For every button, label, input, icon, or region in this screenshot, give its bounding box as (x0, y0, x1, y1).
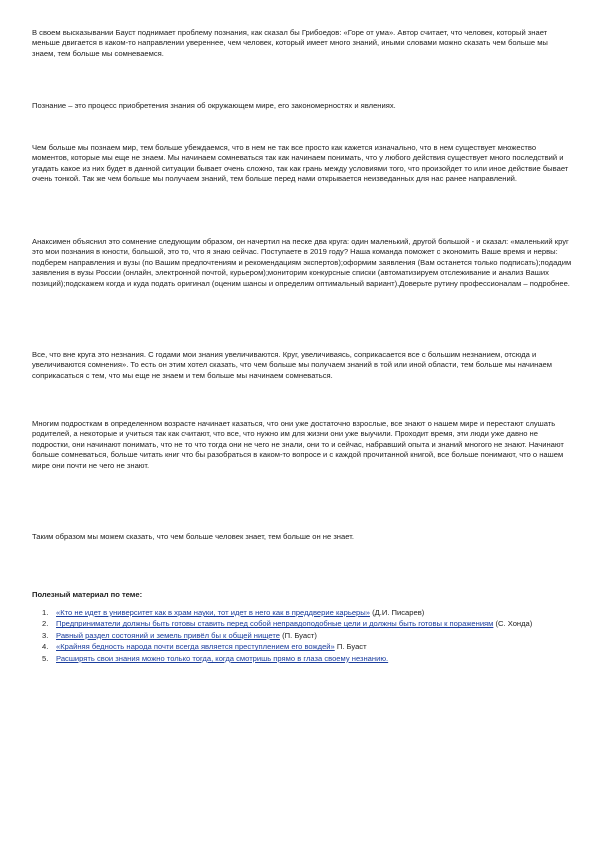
list-item (32, 654, 572, 664)
list-number: 3. (42, 630, 49, 640)
paragraph-circle: Все, что вне круга это незнания. С годами мои знания увеличиваются. Круг, увеличиваясь, соприкасается все с большим незнанием, отсюда и увеличиваются сомнения». То есть он этим хотел сказать, что чем больше мы получаем знаний в той или иной области, тем больше мы начинаем соприкасаться с тем, что мы еще не знаем и тем больше мы начинаем сомневаться. (32, 350, 552, 380)
list-item (32, 631, 572, 641)
useful-material-heading: Полезный материал по теме: (32, 590, 143, 599)
link-knowledge-quote[interactable]: Расширять свои знания можно только тогда, когда смотришь прямо в глаза своему незнанию. (56, 653, 389, 663)
list-item (32, 608, 572, 618)
list-item (32, 619, 572, 629)
link-author: (П. Буаст) (280, 630, 317, 640)
link-author: (Д.И. Писарев) (369, 608, 425, 617)
paragraph-anaximenes: Анаксимен объяснил это сомнение следующим образом, он начертил на песке два круга: один маленький, другой большой - и сказал: «маленький круг это мои познания в юности, большой, это то, что я знаю сейчас. Поступаете в 2019 году? Наша команда поможет с экономить Ваше время и нервы: подберем направления и вузы (по Вашим предпочтениям и рекомендациям экспертов);оформим заявления (Вам останется только подписать);подадим заявления в вузы России (онлайн, электронной почтой, курьером);мониторим конкурсные списки (автоматизируем отслеживание и анализ Ваших позиций);подскажем когда и куда подать оригинал (оценим шансы и определим оптимальный вариант).Доверьте рутину профессионалам – подробнее. (32, 237, 572, 288)
link-pisarev-quote[interactable]: «Кто не идет в университет как в храм науки, тот идет в него как в преддверие карьеры» (56, 608, 370, 617)
paragraph-doubt: Чем больше мы познаем мир, тем больше убеждаемся, что в нем не так все просто как кажется изначально, что в нем существует множество моментов, которые мы еще не знаем. Мы начинаем сомневаться так как начинаем понимать, что у любого действия существует много последствий и угадать какое из них будет в данной ситуации бывает очень сложно, так как грань между условиями того, что произойдет то или иное действие бывает очень тонкой. Так же чем больше мы получаем знаний, тем больше перед нами открывается неизведанных для нас ранее направлений. (32, 143, 569, 184)
paragraph-conclusion: Таким образом мы можем сказать, что чем больше человек знает, тем больше он не знает. (32, 532, 354, 541)
link-author: (С. Хонда) (493, 619, 533, 629)
list-number: 2. (42, 619, 49, 629)
list-number: 4. (42, 642, 49, 652)
list-item (32, 642, 572, 652)
paragraph-definition: Познание – это процесс приобретения знания об окружающем мире, его закономерностях и явлениях. (32, 101, 396, 110)
useful-links-list (32, 608, 572, 665)
list-number: 5. (42, 653, 49, 663)
paragraph-intro: В своем высказывании Бауст поднимает проблему познания, как сказал бы Грибоедов: «Горе от ума». Автор считает, что человек, который знает меньше двигается в каком-то направлении увереннее, чем человек, который имеет много знаний, иными словами можно сказать чем больше мы знаем, тем больше мы сомневаемся. (32, 28, 548, 58)
paragraph-teenagers: Многим подросткам в определенном возрасте начинает казаться, что они уже достаточно взрослые, все знают о нашем мире и перестают слушать родителей, а некоторые и учиться так как считают, что все, что нужно им для жизни они уже выучили. Проходит время, эти люди уже давно не подростки, они начинают понимать, что не то что тогда они не чего не знали, они то и сейчас, набравший опыта и знаний многого не знают. Начинают больше сомневаться, больше читать книг что бы разобраться в каком-то вопросе и с каждой прочитанной книгой, все больше понимают, что о нашем мире они почти не чего не знают. (32, 419, 564, 470)
link-honda-quote[interactable]: Предприниматели должны быть готовы ставить перед собой неправдоподобные цели и должны быть готовы к поражениям (56, 619, 494, 629)
link-author: П. Буаст (334, 642, 367, 652)
list-number: 1. (42, 608, 49, 617)
link-buast-equality-quote[interactable]: Равный раздел состояний и земель привёл бы к общей нищете (56, 630, 280, 640)
link-buast-poverty-quote[interactable]: «Крайняя бедность народа почти всегда является преступлением его вождей» (56, 642, 335, 652)
